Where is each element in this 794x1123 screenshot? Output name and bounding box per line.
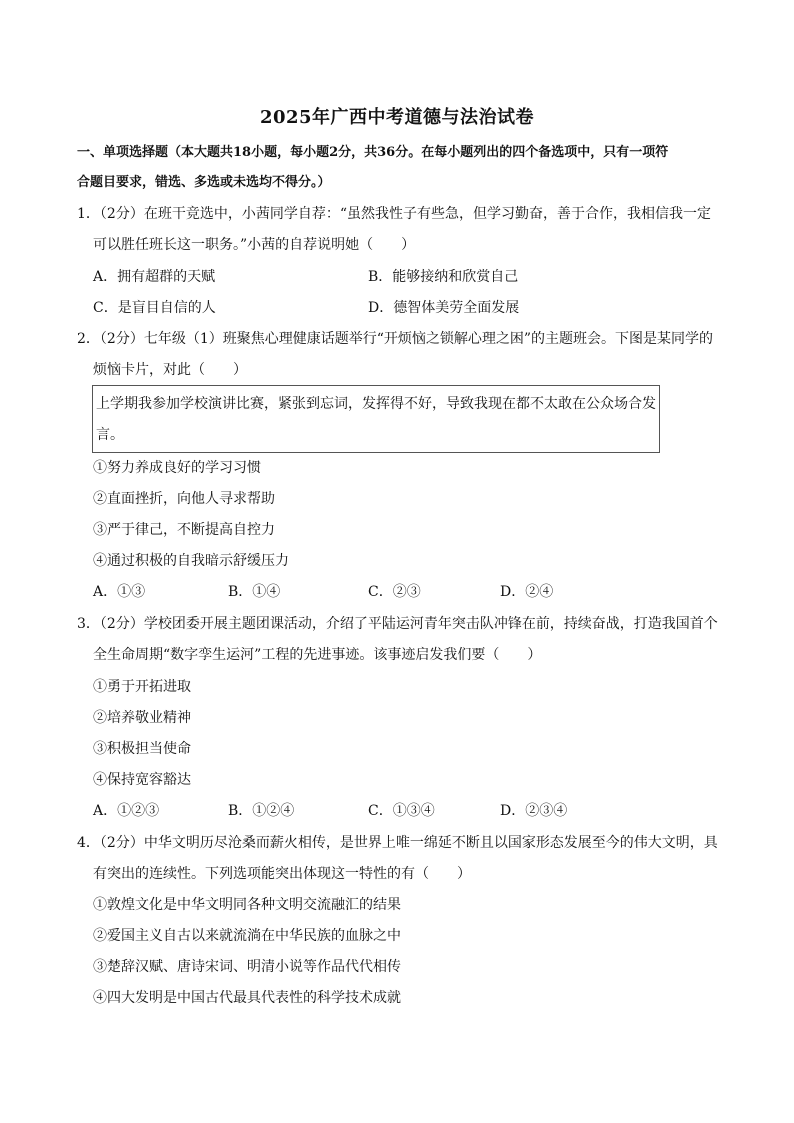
question-1-option-d: D．德智体美劳全面发展 [368, 300, 520, 316]
question-4-statement-1: ①敦煌文化是中华文明同各种文明交流融汇的结果 [93, 897, 401, 913]
question-4-stem-line1: 4．（2分）中华文明历尽沧桑而薪火相传，是世界上唯一绵延不断且以国家形态发展至今的伟大文明，具 [77, 835, 718, 851]
worry-card-line2: 言。 [96, 427, 124, 443]
question-1-stem-line1: 1．（2分）在班干竞选中，小茜同学自荐：“虽然我性子有些急，但学习勤奋，善于合作，我相信我一定 [77, 206, 711, 222]
worry-card-line1: 上学期我参加学校演讲比赛，紧张到忘词，发挥得不好，导致我现在都不太敢在公众场合发 [96, 396, 656, 412]
question-2-statement-3: ③严于律己，不断提高自控力 [93, 522, 275, 538]
question-2-statement-1: ①努力养成良好的学习习惯 [93, 460, 261, 476]
question-4-statement-4: ④四大发明是中国古代最具代表性的科学技术成就 [93, 990, 401, 1006]
question-1-stem-line2: 可以胜任班长这一职务。”小茜的自荐说明她（ ） [93, 237, 416, 253]
question-3-statement-1: ①勇于开拓进取 [93, 679, 191, 695]
question-1-option-c: C．是盲目自信的人 [93, 300, 216, 316]
question-4-statement-2: ②爱国主义自古以来就流淌在中华民族的血脉之中 [93, 928, 401, 944]
question-3-option-c: C．①③④ [368, 803, 435, 819]
question-2-statement-2: ②直面挫折，向他人寻求帮助 [93, 491, 275, 507]
question-2-option-d: D．②④ [500, 584, 554, 600]
question-2-option-b: B．①④ [228, 584, 281, 600]
question-2-stem-line1: 2．（2分）七年级（1）班聚焦心理健康话题举行“开烦恼之锁解心理之困”的主题班会。下图是某同学的 [77, 331, 714, 347]
worry-card [92, 385, 660, 453]
question-3-stem-line2: 全生命周期“数字孪生运河”工程的先进事迹。该事迹启发我们要（ ） [93, 647, 542, 663]
question-4-stem-line2: 有突出的连续性。下列选项能突出体现这一特性的有（ ） [93, 866, 471, 882]
question-3-statement-4: ④保持宽容豁达 [93, 772, 191, 788]
question-3-option-b: B．①②④ [228, 803, 295, 819]
question-2-option-c: C．②③ [368, 584, 421, 600]
question-3-option-a: A．①②③ [93, 803, 160, 819]
question-2-stem-line2: 烦恼卡片，对此（ ） [93, 362, 247, 378]
question-3-statement-3: ③积极担当使命 [93, 741, 191, 757]
question-4-statement-3: ③楚辞汉赋、唐诗宋词、明清小说等作品代代相传 [93, 959, 401, 975]
question-1-option-b: B．能够接纳和欣赏自己 [368, 269, 519, 285]
page-title: 2025年广西中考道德与法治试卷 [259, 107, 535, 128]
question-3-statement-2: ②培养敬业精神 [93, 710, 191, 726]
question-3-option-d: D．②③④ [500, 803, 568, 819]
section-heading-line2: 合题目要求，错选、多选或未选均不得分。） [77, 175, 331, 190]
section-heading-line1: 一、单项选择题（本大题共18小题，每小题2分，共36分。在每小题列出的四个备选项中，只有一项符 [77, 145, 669, 160]
question-1-option-a: A．拥有超群的天赋 [93, 269, 216, 285]
question-2-option-a: A．①③ [93, 584, 146, 600]
question-3-stem-line1: 3．（2分）学校团委开展主题团课活动，介绍了平陆运河青年突击队冲锋在前，持续奋战，打造我国首个 [77, 616, 718, 632]
question-2-statement-4: ④通过积极的自我暗示舒缓压力 [93, 553, 289, 569]
